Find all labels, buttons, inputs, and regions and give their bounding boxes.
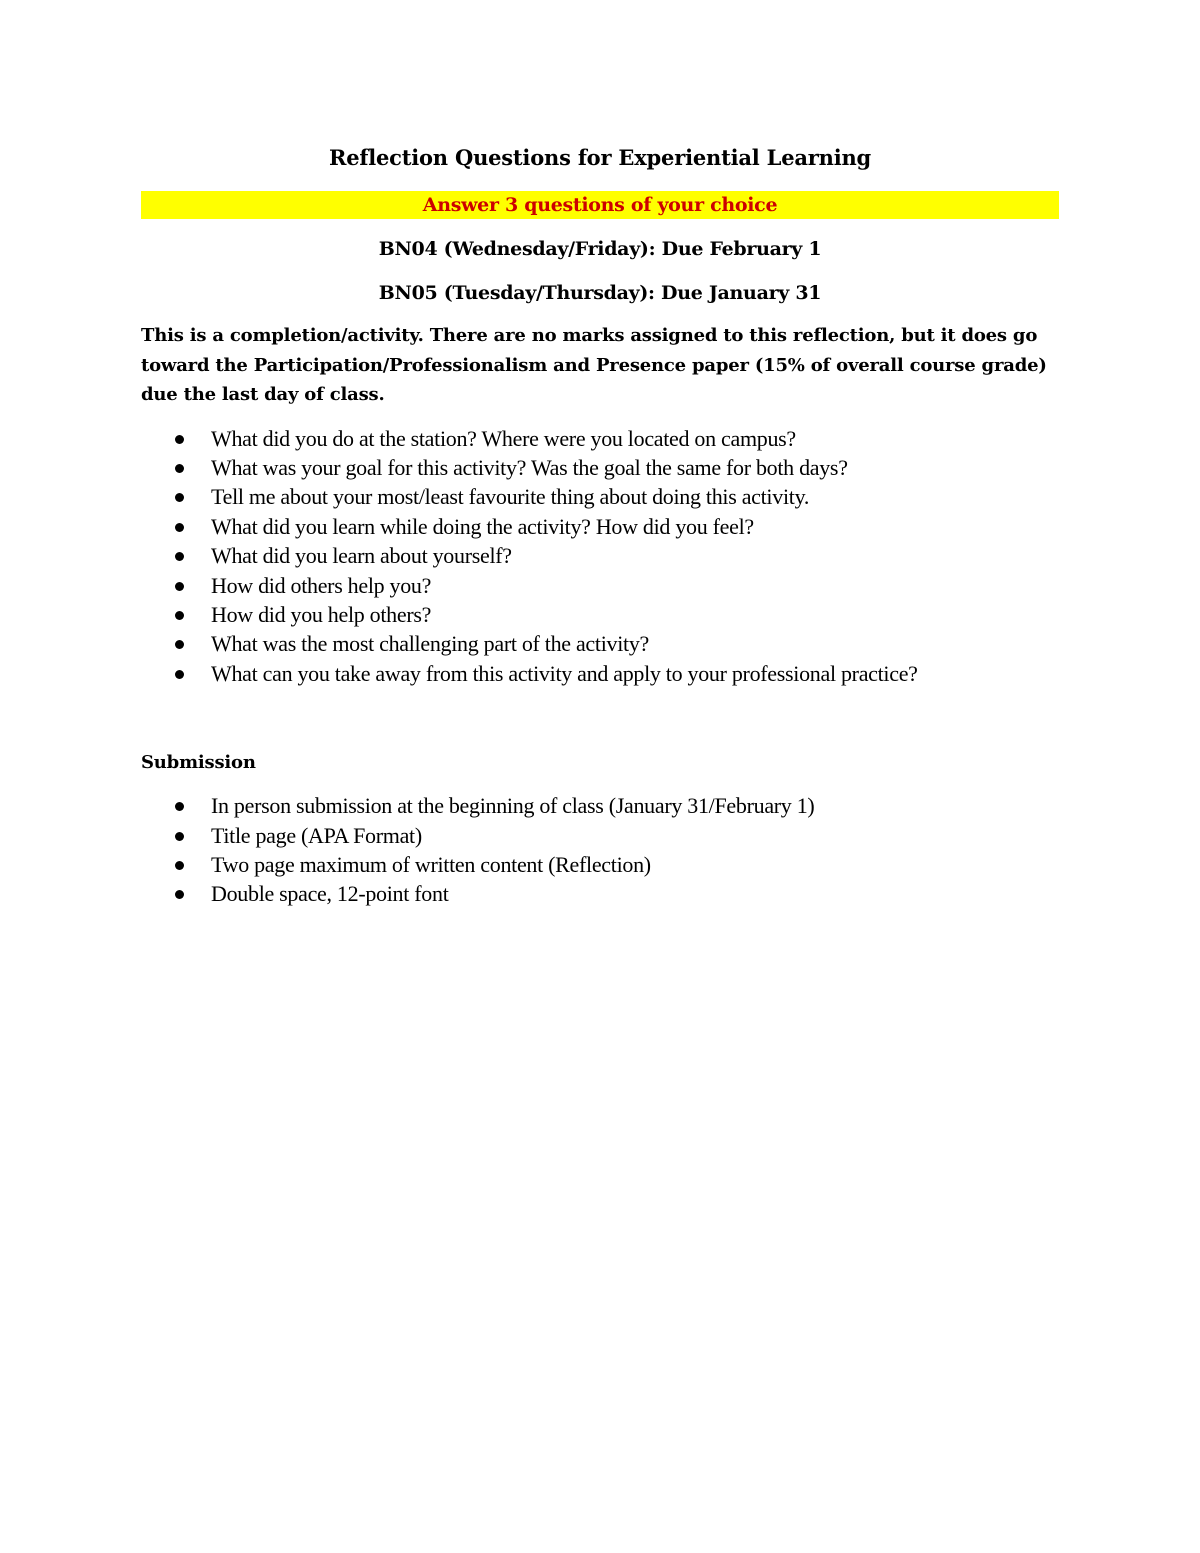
submission-item-text: In person submission at the beginning of class (January 31/February 1) <box>211 793 815 819</box>
submission-item-text: Double space, 12-point font <box>211 881 449 907</box>
question-text: Tell me about your most/least favourite thing about doing this activity. <box>211 484 810 510</box>
instruction-highlight: Answer 3 questions of your choice <box>141 191 1059 219</box>
bullet-icon <box>175 552 184 561</box>
bullet-icon <box>175 640 184 649</box>
list-item <box>141 512 1059 541</box>
list-item <box>141 571 1059 600</box>
list-item <box>141 541 1059 570</box>
list-item <box>141 821 1059 850</box>
intro-paragraph: This is a completion/activity. There are no marks assigned to this reflection, but it does go toward the Participation/Professionalism and Presence paper (15% of overall course grade) due the last day of class. <box>141 325 1047 405</box>
list-item <box>141 424 1059 453</box>
list-item <box>141 482 1059 511</box>
list-item <box>141 879 1059 908</box>
document-page <box>141 140 1059 909</box>
bullet-icon <box>175 435 184 444</box>
document-title: Reflection Questions for Experiential Learning <box>328 145 872 170</box>
submission-list <box>141 791 1059 909</box>
question-text: What did you learn about yourself? <box>211 543 512 569</box>
submission-item-text: Title page (APA Format) <box>211 822 422 848</box>
bullet-icon <box>175 493 184 502</box>
bullet-icon <box>175 523 184 532</box>
question-text: What can you take away from this activity and apply to your professional practice? <box>211 660 918 686</box>
question-text: How did others help you? <box>211 572 432 598</box>
list-item <box>141 850 1059 879</box>
bullet-icon <box>175 611 184 620</box>
question-text: What was the most challenging part of the activity? <box>211 631 649 657</box>
list-item <box>141 453 1059 482</box>
bullet-icon <box>175 832 184 841</box>
list-item <box>141 791 1059 820</box>
bullet-icon <box>175 464 184 473</box>
question-text: What did you do at the station? Where were you located on campus? <box>211 425 796 451</box>
question-text: How did you help others? <box>211 601 432 627</box>
submission-item-text: Two page maximum of written content (Reflection) <box>211 851 651 877</box>
list-item <box>141 600 1059 629</box>
bullet-icon <box>175 861 184 870</box>
bullet-icon <box>175 582 184 591</box>
due-date-bn05: BN05 (Tuesday/Thursday): Due January 31 <box>378 282 822 304</box>
due-date-bn04: BN04 (Wednesday/Friday): Due February 1 <box>378 238 822 260</box>
question-text: What was your goal for this activity? Was the goal the same for both days? <box>211 454 848 480</box>
question-text: What did you learn while doing the activity? How did you feel? <box>211 513 754 539</box>
bullet-icon <box>175 670 184 679</box>
list-item <box>141 629 1059 658</box>
bullet-icon <box>175 802 184 811</box>
bullet-icon <box>175 890 184 899</box>
question-list <box>141 424 1059 689</box>
submission-heading: Submission <box>141 752 256 774</box>
list-item <box>141 659 1059 688</box>
